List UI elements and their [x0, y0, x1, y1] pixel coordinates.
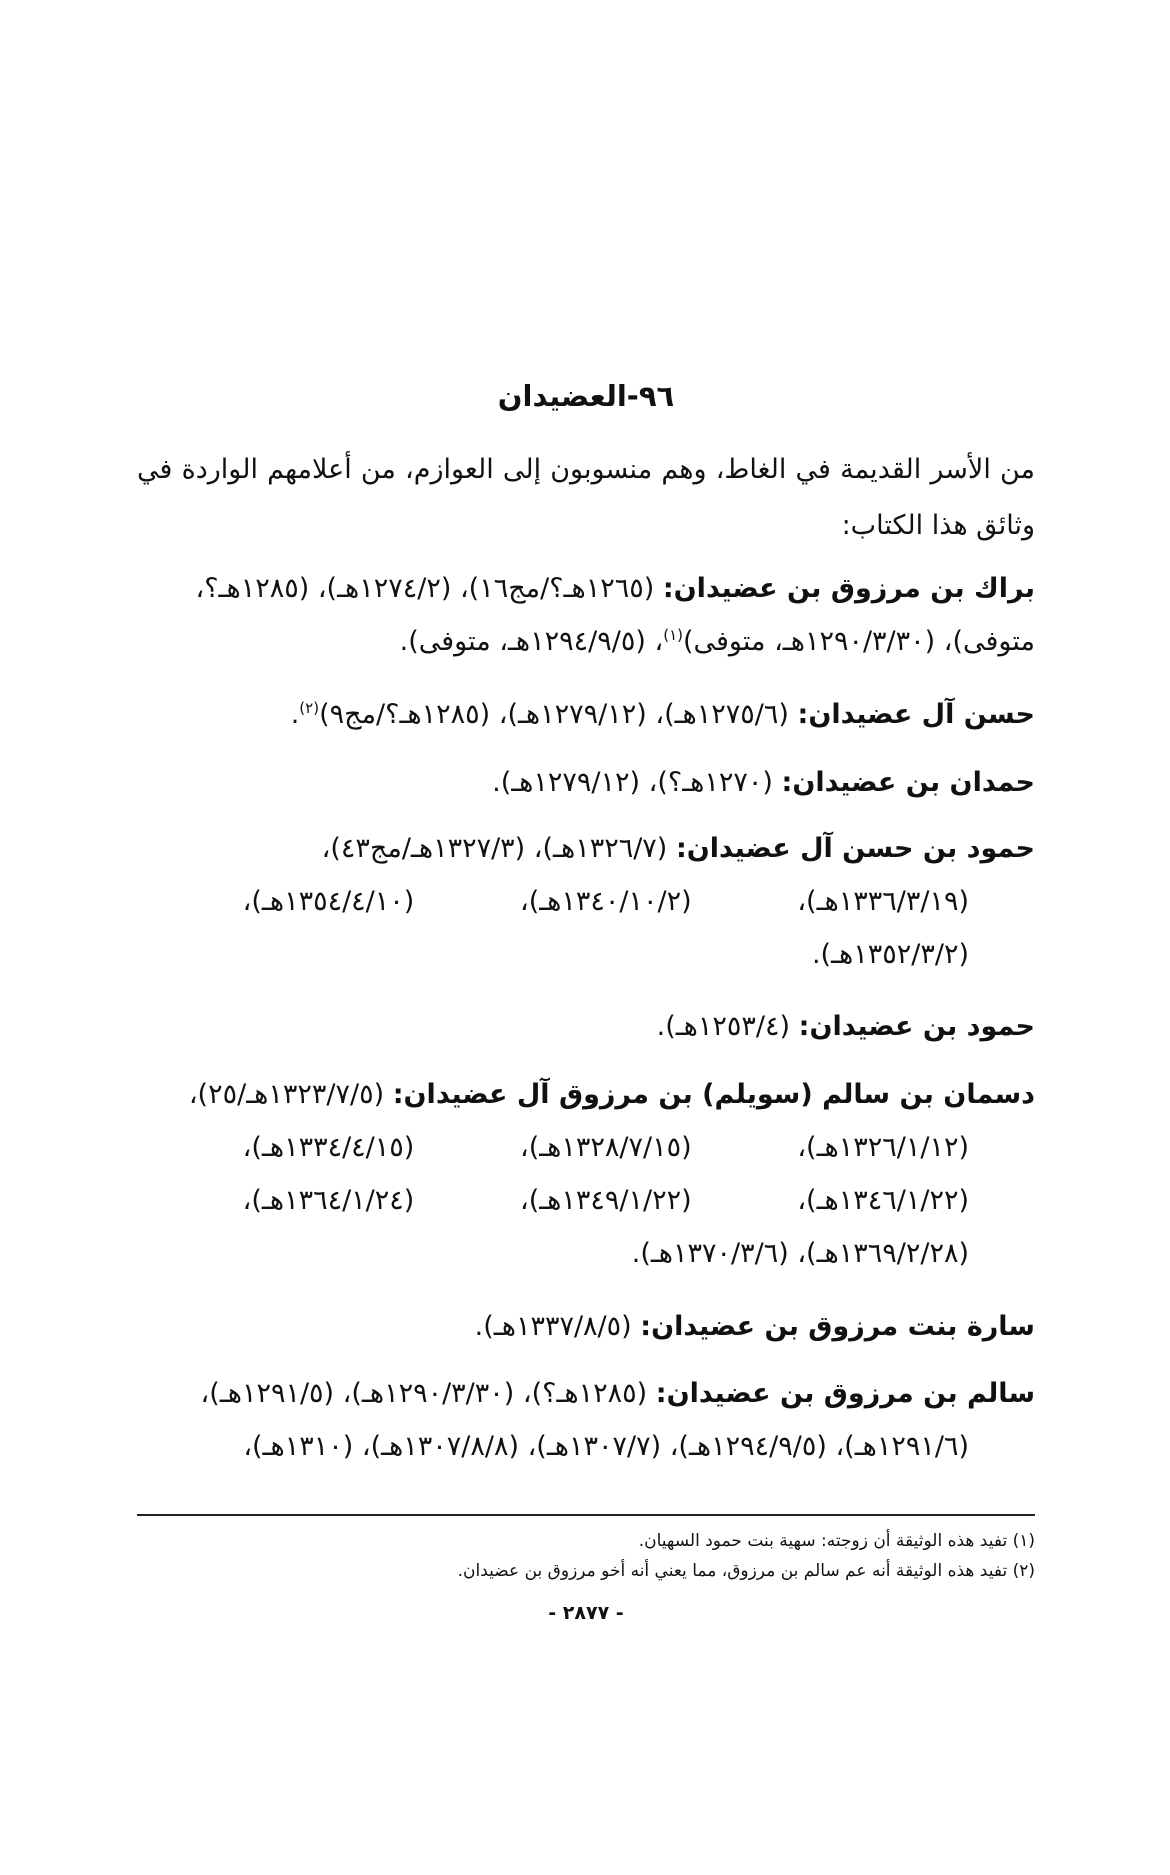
entry-dates: (١٣٢٦/٧هـ)، (١٣٢٧/٣هـ/مج٤٣)،: [321, 833, 668, 864]
entry-desman: [137, 1068, 1035, 1280]
entry-name: سالم بن مرزوق بن عضيدان:: [655, 1378, 1035, 1409]
entry-date: (١٣٥٤/٤/١٠هـ)،: [242, 886, 415, 917]
entry-barrak: [137, 562, 1035, 668]
entry-dates: (١٢٦٥هـ؟/مج١٦)، (١٢٧٤/٢هـ)، (١٢٨٥هـ؟،: [195, 573, 655, 604]
entry-salem: [137, 1367, 1035, 1473]
entry-date: (١٣٢٦/١/١٢هـ)،: [797, 1132, 969, 1163]
entry-hamdan: [137, 756, 1035, 809]
entry-line: (١٣٥٢/٣/٢هـ).: [811, 939, 969, 970]
entry-line: [137, 1367, 1035, 1420]
entry-name: سارة بنت مرزوق بن عضيدان:: [640, 1311, 1035, 1342]
entry-line: [137, 562, 1035, 615]
entry-dates: (١٢٧٠هـ؟)، (١٢٧٩/١٢هـ).: [492, 767, 773, 798]
entry-line: [137, 1000, 1035, 1053]
entry-name: براك بن مرزوق بن عضيدان:: [662, 573, 1035, 604]
entry-date-grid: [137, 875, 1035, 928]
entry-line: [137, 1300, 1035, 1353]
entry-name: حسن آل عضيدان:: [797, 699, 1035, 730]
document-page: [137, 0, 1035, 1875]
entry-dates: ، (١٢٩٤/٩/٥هـ، متوفى).: [399, 626, 664, 657]
entry-date: (١٣٤٦/١/٢٢هـ)،: [797, 1185, 969, 1216]
entry-line: [137, 615, 1035, 668]
entry-sara: [137, 1300, 1035, 1353]
entry-date: (١٣٤٠/١٠/٢هـ)،: [520, 886, 692, 917]
entry-date-grid: [137, 1121, 1035, 1174]
footnotes: [137, 1526, 1035, 1586]
entry-name: حمود بن حسن آل عضيدان:: [675, 833, 1035, 864]
entry-name: دسمان بن سالم (سويلم) بن مرزوق آل عضيدان:: [392, 1079, 1035, 1110]
entry-dates: (١٢٨٥هـ؟)، (١٢٩٠/٣/٣٠هـ)، (١٢٩١/٥هـ)،: [200, 1378, 648, 1409]
page-number: - ٢٨٧٧ -: [548, 1602, 624, 1624]
entry-line: [137, 688, 1035, 741]
entry-end: .: [290, 699, 300, 730]
entry-line: [137, 1068, 1035, 1121]
entry-dates: (١٣٣٧/٨/٥هـ).: [474, 1311, 632, 1342]
entry-date: (١٣٢٨/٧/١٥هـ)،: [520, 1132, 692, 1163]
entry-hamoud-bin-hasan: [137, 822, 1035, 981]
entry-line: (١٣٦٩/٢/٢٨هـ)، (١٣٧٠/٣/٦هـ).: [631, 1238, 969, 1269]
section-title: ٩٦-العضيدان: [497, 379, 675, 413]
footnote-ref-2[interactable]: (٢): [299, 699, 320, 717]
entry-date: (١٣٤٩/١/٢٢هـ)،: [520, 1185, 692, 1216]
entry-date: (١٣٣٤/٤/١٥هـ)،: [242, 1132, 415, 1163]
entry-dates: (١٢٥٣/٤هـ).: [656, 1011, 791, 1042]
entry-dates: (١٣٢٣/٧/٥هـ/٢٥)،: [188, 1079, 385, 1110]
entry-dates: متوفى)، (١٢٩٠/٣/٣٠هـ، متوفى): [682, 626, 1035, 657]
footnote-divider: [137, 1514, 1035, 1516]
entry-hamoud-bin-udaydan: [137, 1000, 1035, 1053]
footnote-1: (١) تفيد هذه الوثيقة أن زوجته: سهية بنت حمود السهيان.: [638, 1531, 1035, 1551]
entry-name: حمدان بن عضيدان:: [781, 767, 1035, 798]
entry-line: [137, 756, 1035, 809]
intro-paragraph: من الأسر القديمة في الغاط، وهم منسوبون إلى العوازم، من أعلامهم الواردة في وثائق هذا الكتاب:: [137, 454, 1035, 541]
entry-date-grid: [137, 1174, 1035, 1227]
entry-dates: (١٢٧٥/٦هـ)، (١٢٧٩/١٢هـ)، (١٢٨٥هـ؟/مج٩): [319, 699, 789, 730]
entry-date: (١٣٣٦/٣/١٩هـ)،: [797, 886, 969, 917]
entry-hasan: [137, 688, 1035, 741]
entry-date: (١٣٦٤/١/٢٤هـ)،: [242, 1185, 415, 1216]
entry-line: (١٢٩١/٦هـ)، (١٢٩٤/٩/٥هـ)، (١٣٠٧/٧هـ)، (١٣٠٧/٨/٨هـ)، (١٣١٠هـ)،: [243, 1431, 969, 1462]
footnote-ref-1[interactable]: (١): [663, 626, 683, 644]
entry-line: [137, 822, 1035, 875]
footnote-2: (٢) تفيد هذه الوثيقة أنه عم سالم بن مرزوق، مما يعني أنه أخو مرزوق بن عضيدان.: [457, 1561, 1035, 1581]
entry-name: حمود بن عضيدان:: [798, 1011, 1035, 1042]
